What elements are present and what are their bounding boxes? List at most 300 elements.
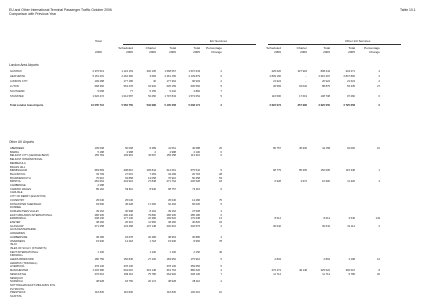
cell-value: 45 936	[299, 147, 307, 150]
airport-name: DURHAM TEES VALLEY	[10, 209, 40, 213]
table-number: Table 10.1	[400, 8, 416, 12]
airport-name: HUMBERSIDE	[10, 235, 28, 239]
cell-value: 563 278	[123, 85, 133, 88]
cell-value: 176 638	[190, 217, 200, 221]
cell-value: 38 266	[96, 221, 104, 224]
airport-name: BENBECULA	[10, 161, 26, 165]
cell-value: 64 066	[347, 147, 355, 150]
cell-value: 5 068	[97, 90, 104, 93]
airport-name: HAWARDEN	[10, 232, 25, 236]
airport-name: BOURNEMOUTH	[10, 176, 31, 180]
table-row	[0, 95, 425, 99]
cell-value: 26 718	[192, 172, 200, 176]
cell-value: 2	[378, 224, 380, 228]
airport-name: SOUTHEND	[10, 90, 25, 93]
airport-name: BIRMINGHAM	[10, 169, 27, 173]
cell-value: 63 032	[299, 85, 307, 88]
cell-value: 271 258	[94, 224, 104, 228]
cell-value: 683 583	[94, 169, 104, 173]
airport-name: LEEDS BRADFORD	[10, 258, 34, 261]
cell-value: 5 135 258	[164, 104, 176, 107]
cell-value: 20 172	[148, 280, 156, 284]
cell-value: 15 936	[168, 239, 176, 243]
cell-value: 177 364	[166, 80, 176, 83]
cell-value: 325 622	[320, 269, 330, 273]
cell-value: 73 116	[192, 187, 200, 191]
cell-value: 635 159	[166, 85, 176, 88]
airport-name: ISLES OF SCILLY (ST.MARYS)	[10, 246, 47, 250]
cell-value: 1	[378, 169, 380, 173]
airport-name: EDINBURGH	[10, 217, 26, 221]
cell-value: 1 106	[97, 250, 104, 254]
cell-value: 199 522	[166, 217, 176, 221]
cell-value: 1 537 643	[188, 70, 200, 73]
cell-value: 1 614 587	[121, 95, 133, 98]
cell-value: 49 148	[299, 269, 307, 273]
cell-value: 156 846	[123, 258, 133, 261]
cell-value: 49	[219, 250, 222, 254]
col-other-intl: Other Intl Services	[345, 39, 371, 43]
airport-name: Total London Area Airports	[10, 104, 44, 107]
col-subheader: Total	[169, 46, 176, 50]
cell-value: 37 528	[192, 209, 200, 213]
cell-value: 5	[220, 258, 222, 261]
cell-value: 5 151 201	[92, 75, 104, 78]
cell-value: 604 616	[123, 269, 133, 273]
cell-value: 20 924	[322, 80, 330, 83]
cell-value: 11 950	[148, 221, 156, 224]
cell-value: 14 286	[192, 198, 200, 202]
cell-value: 0	[378, 95, 380, 98]
cell-value: 2 264 382	[121, 75, 133, 78]
col-subheader: Percentage	[364, 46, 380, 50]
cell-value: 96 903	[192, 80, 200, 83]
section-other-uk: Other UK Airports	[9, 140, 34, 144]
cell-value: 206 446	[123, 213, 133, 217]
table-row	[0, 295, 425, 299]
airport-name: LUTON	[10, 85, 19, 88]
cell-value: 5	[220, 95, 222, 98]
cell-value: 285 186	[190, 213, 200, 217]
col-subheader: 2005	[193, 50, 200, 54]
cell-value: 63 858	[125, 176, 133, 180]
cell-value: 2	[154, 150, 156, 154]
cell-value: 11 326	[347, 180, 355, 184]
cell-value: 276 474	[271, 269, 281, 273]
cell-value: 18 756	[125, 280, 133, 284]
cell-value: 199 288	[94, 80, 104, 83]
table-row	[0, 75, 425, 79]
cell-value: 53 256	[148, 95, 156, 98]
cell-value: 53	[219, 176, 222, 180]
cell-value: 0	[220, 150, 222, 154]
airport-name: BIGGIN HILL	[10, 165, 26, 169]
cell-value: 614 661	[166, 169, 176, 173]
cell-value: 2 916 497	[318, 75, 330, 78]
airport-name: BELFAST INTERNATIONAL	[10, 158, 43, 162]
airport-name: EAST MIDLANDS INTERNATIONAL	[10, 213, 53, 217]
cell-value: 1 106	[149, 250, 156, 254]
cell-value: 75	[219, 198, 222, 202]
cell-value: 6	[220, 75, 222, 78]
cell-value: 105 008	[94, 147, 104, 150]
airport-name: GLASGOW	[10, 224, 24, 228]
cell-value: 106 216	[190, 291, 200, 295]
cell-value: 264 902	[166, 272, 176, 276]
cell-value: 26 316	[125, 221, 133, 224]
airport-name: LERWICK (TINGWALL)	[10, 261, 38, 265]
cell-value: 2	[378, 80, 380, 83]
cell-value: 21 624	[347, 80, 355, 83]
col-subheader: Total	[348, 46, 355, 50]
cell-value: 30 642	[322, 224, 330, 228]
cell-value: 27 106	[148, 258, 156, 261]
cell-value: 7	[220, 90, 222, 93]
cell-value: 808 244	[320, 70, 330, 73]
airport-name: NORWICH	[10, 280, 23, 284]
cell-value: 1 106	[169, 250, 176, 254]
cell-value: 6	[220, 187, 222, 191]
airport-name: GLOUCESTERSHIRE	[10, 228, 36, 232]
cell-value: 76 916	[96, 176, 104, 180]
cell-value: 8 946	[149, 187, 156, 191]
cell-value: 13	[219, 217, 222, 221]
cell-value: 20	[219, 147, 222, 150]
airport-name: MANCHESTER	[10, 269, 29, 273]
cell-value: 68 779	[273, 169, 281, 173]
table-row	[0, 70, 425, 74]
airport-name: STANSTED	[10, 95, 24, 98]
cell-value: ...	[304, 80, 307, 83]
cell-value: 1 573 654	[188, 95, 200, 98]
cell-value: 30 826	[192, 221, 200, 224]
cell-value: 66 026	[192, 202, 200, 206]
cell-value: 20 286	[148, 235, 156, 239]
cell-value: 27 015	[125, 172, 133, 176]
table-row	[0, 85, 425, 89]
cell-value: 11 714	[273, 272, 281, 276]
cell-value: 444 271	[345, 70, 355, 73]
cell-value: 2 839 166	[269, 75, 281, 78]
cell-value: 549 986	[146, 104, 156, 107]
cell-value: 115 338	[345, 169, 355, 173]
col-subheader: Total	[193, 46, 200, 50]
cell-value: 6 928	[274, 180, 281, 184]
table-row	[0, 80, 425, 84]
cell-value: 24	[219, 221, 222, 224]
report-subtitle: Comparison with Previous Year	[9, 12, 57, 16]
airport-name: CARLISLE	[10, 191, 23, 195]
cell-value: 2 622 073	[269, 104, 281, 107]
cell-value: 133 468	[123, 224, 133, 228]
cell-value: 4	[220, 235, 222, 239]
col-subheader: Charter	[145, 46, 156, 50]
col-subheader: 2005	[348, 50, 355, 54]
cell-value: 38 928	[168, 280, 176, 284]
cell-value: 59 811	[125, 187, 133, 191]
cell-value: 575 542	[190, 169, 200, 173]
cell-value: 8	[378, 269, 380, 273]
cell-value: 880 626	[190, 269, 200, 273]
col-subheader: Change	[211, 50, 222, 54]
cell-value: 39 162	[96, 209, 104, 213]
cell-value: 300 616	[345, 269, 355, 273]
cell-value: 108 708	[320, 95, 330, 98]
cell-value: 3 198	[348, 258, 355, 261]
cell-value: 4 988	[126, 150, 133, 154]
cell-value: 12	[377, 258, 380, 261]
cell-value: 2 725 658	[343, 104, 355, 107]
cell-value: 175 916	[190, 258, 200, 261]
cell-value: 2	[220, 80, 222, 83]
col-subheader: 2006	[149, 50, 156, 54]
cell-value: 240 616	[166, 224, 176, 228]
cell-value: 44 158	[322, 147, 330, 150]
cell-value: 34 299	[168, 172, 176, 176]
airport-name: HEATHROW	[10, 75, 25, 78]
cell-value: 359 656	[190, 265, 200, 269]
cell-value: 281 664	[94, 180, 104, 184]
airport-name: COVENTRY	[10, 198, 25, 202]
cell-value: 63 506	[96, 202, 104, 206]
cell-value: 208 136	[94, 217, 104, 221]
cell-value: 36 584	[273, 85, 281, 88]
cell-value: 10 900	[322, 180, 330, 184]
cell-value: 4	[220, 209, 222, 213]
cell-value: 62 494	[168, 202, 176, 206]
cell-value: 2 847 866	[343, 75, 355, 78]
cell-value: 25 046	[125, 198, 133, 202]
cell-value: 1 797 843	[164, 95, 176, 98]
col-subheader: Total	[323, 46, 330, 50]
cell-value: 606 566	[190, 85, 200, 88]
cell-value: 116 836	[166, 291, 176, 295]
cell-value: 177 136	[123, 217, 133, 221]
cell-value: 38 186	[96, 235, 104, 239]
cell-value: 1 245 386	[92, 269, 104, 273]
airport-name: KIRKWALL	[10, 254, 24, 258]
cell-value: 271 764	[166, 180, 176, 184]
cell-value: 5 155	[149, 90, 156, 93]
other-header-rule	[268, 44, 401, 45]
cell-value: 77	[130, 90, 133, 93]
cell-value: 40	[153, 80, 156, 83]
section-london: London Area Airports	[9, 63, 39, 67]
cell-value: 286 336	[166, 213, 176, 217]
cell-value: 5	[220, 202, 222, 206]
cell-value: 36 886	[192, 235, 200, 239]
cell-value: 5	[220, 85, 222, 88]
cell-value: 38 266	[168, 221, 176, 224]
cell-value: ...	[304, 75, 307, 78]
cell-value: 8 164	[149, 209, 156, 213]
cell-value: 89 162	[96, 187, 104, 191]
cell-value: 1 124 153	[121, 70, 133, 73]
cell-value: 5	[220, 169, 222, 173]
cell-value: 9 786	[348, 272, 355, 276]
col-subheader: Charter	[296, 46, 307, 50]
cell-value: 668 366	[94, 85, 104, 88]
airport-name: ABERDEEN	[10, 147, 25, 150]
cell-value: 1 568 567	[164, 70, 176, 73]
cell-value: 5 232	[169, 90, 176, 93]
airport-name: CITY OF DERRY (EGLINTON)	[10, 195, 46, 199]
cell-value: 116 836	[94, 291, 104, 295]
cell-value: 2 804	[274, 258, 281, 261]
cell-value: 50 258	[192, 176, 200, 180]
airport-name: DUNDEE	[10, 206, 21, 210]
cell-value: 45 228	[125, 202, 133, 206]
airport-name: KENT INTERNATIONAL	[10, 250, 39, 254]
cell-value: 54 335	[347, 85, 355, 88]
cell-value: 97 282	[347, 95, 355, 98]
cell-value: 22 386	[148, 217, 156, 221]
cell-value: 243 916	[123, 180, 133, 184]
cell-value: 40 688	[192, 147, 200, 150]
report-title: EU and Other International Terminal Passenger Traffic October 2006	[9, 8, 112, 12]
cell-value: 4	[378, 180, 380, 184]
cell-value: 183 952	[166, 258, 176, 261]
cell-value: 230 528	[190, 180, 200, 184]
cell-value: 919 764	[166, 269, 176, 273]
cell-value: 378 136	[166, 265, 176, 269]
cell-value: 246 576	[190, 224, 200, 228]
cell-value: 21 924	[273, 80, 281, 83]
cell-value: 10 055 712	[91, 104, 104, 107]
airport-name: SCATSTA	[10, 295, 22, 298]
cell-value: 5 188	[97, 150, 104, 154]
cell-value: 31 114	[347, 224, 355, 228]
cell-value: 27 848	[148, 180, 156, 184]
airport-name: GATWICK	[10, 70, 22, 73]
col-subheader: 2006	[169, 50, 176, 54]
cell-value: 8 614	[274, 217, 281, 221]
cell-value: 2 804	[323, 258, 330, 261]
cell-value: 4 882	[193, 90, 200, 93]
cell-value: 0	[220, 213, 222, 217]
cell-value: 177 186	[123, 80, 133, 83]
cell-value: 3 546	[348, 217, 355, 221]
cell-value: 113 316	[190, 154, 200, 158]
cell-value: 378 136	[94, 265, 104, 269]
airport-name: PLYMOUTH	[10, 287, 25, 291]
col-subheader: 2006	[274, 50, 281, 54]
cell-value: 13 058	[148, 176, 156, 180]
cell-value: 2	[378, 75, 380, 78]
cell-value: 33 709	[96, 172, 104, 176]
cell-value: 11 714	[322, 272, 330, 276]
airport-name: BELFAST CITY (GEORGE BEST)	[10, 154, 50, 158]
cell-value: 14 218	[125, 239, 133, 243]
cell-value: 6	[220, 154, 222, 158]
cell-value: 2	[220, 224, 222, 228]
cell-value: 276 616	[94, 272, 104, 276]
cell-value: 91 932	[148, 85, 156, 88]
cell-value: 2	[220, 70, 222, 73]
cell-value: 8 489	[149, 147, 156, 150]
cell-value: 109 915	[123, 154, 133, 158]
cell-value: 30 998	[125, 209, 133, 213]
cell-value: 25 046	[96, 198, 104, 202]
cell-value: 5	[220, 265, 222, 269]
cell-value: 15 936	[96, 239, 104, 243]
cell-value: 0	[378, 104, 380, 107]
cell-value: 10	[377, 147, 380, 150]
cell-value: 8 966	[193, 239, 200, 243]
airport-name: DONCASTER SHEFFIELD	[10, 202, 42, 206]
cell-value: 10	[219, 291, 222, 295]
cell-value: 378 136	[123, 265, 133, 269]
cell-value: 75 786	[148, 272, 156, 276]
cell-value: 30 642	[273, 224, 281, 228]
cell-value: 1 626 472	[92, 95, 104, 98]
cell-value: 7 284	[149, 172, 156, 176]
cell-value: 20	[377, 272, 380, 276]
cell-value: 4	[220, 269, 222, 273]
cell-value: 446 105	[146, 70, 156, 73]
airport-name: LIVERPOOL	[10, 265, 25, 269]
airport-name: NEWCASTLE	[10, 272, 27, 276]
cell-value: 4 988	[169, 150, 176, 154]
cell-value: 3 683	[149, 75, 156, 78]
cell-value: 2 376 513	[92, 70, 104, 73]
cell-value: 408 816	[123, 169, 133, 173]
cell-value: 5 038 174	[188, 104, 200, 107]
cell-value: 41 561	[168, 147, 176, 150]
cell-value: 189 116	[123, 272, 133, 276]
col-subheader: Change	[369, 50, 380, 54]
cell-value: 17 619	[299, 95, 307, 98]
cell-value: 315 148	[146, 269, 156, 273]
cell-value: 1 718	[149, 239, 156, 243]
col-eu-services: EU Services	[210, 39, 228, 43]
airport-name: ISLAY	[10, 243, 18, 247]
cell-value: 155 784	[94, 154, 104, 158]
cell-value: 3 972	[300, 180, 307, 184]
cell-value: 38 928	[96, 280, 104, 284]
cell-value: 28	[219, 172, 222, 176]
airport-name: LONDON CITY	[10, 80, 28, 83]
airport-name: NOTTINGHAM EAST MIDLANDS INTL	[10, 283, 56, 287]
cell-value: 248 136	[190, 272, 200, 276]
cell-value: 25 046	[168, 198, 176, 202]
cell-value: 38 116	[192, 280, 200, 284]
cell-value: 39 162	[168, 209, 176, 213]
airport-name: BRISTOL	[10, 180, 22, 184]
cell-value: 18 678	[125, 235, 133, 239]
cell-value: 8 614	[323, 217, 330, 221]
col-subheader: 2006	[323, 50, 330, 54]
cell-value: 116 836	[123, 291, 133, 295]
cell-value: 88 875	[322, 85, 330, 88]
cell-value: 2 261 155	[164, 75, 176, 78]
cell-value: 143	[375, 217, 380, 221]
cell-value: 107 148	[146, 224, 156, 228]
cell-value: 155 258	[166, 154, 176, 158]
eu-header-rule	[123, 44, 256, 45]
airport-name: NEWQUAY	[10, 276, 24, 280]
cell-value: 4	[378, 70, 380, 73]
cell-value: 17 266	[148, 202, 156, 206]
cell-value: 79 890	[148, 213, 156, 217]
cell-value: 2	[220, 280, 222, 284]
cell-value: 357 982	[297, 104, 307, 107]
col-subheader: 2006	[300, 50, 307, 54]
cell-value: 2 156	[193, 250, 200, 254]
cell-value: 68 757	[168, 187, 176, 191]
cell-value: 2	[220, 104, 222, 107]
airport-name: PRESTWICK	[10, 291, 26, 295]
